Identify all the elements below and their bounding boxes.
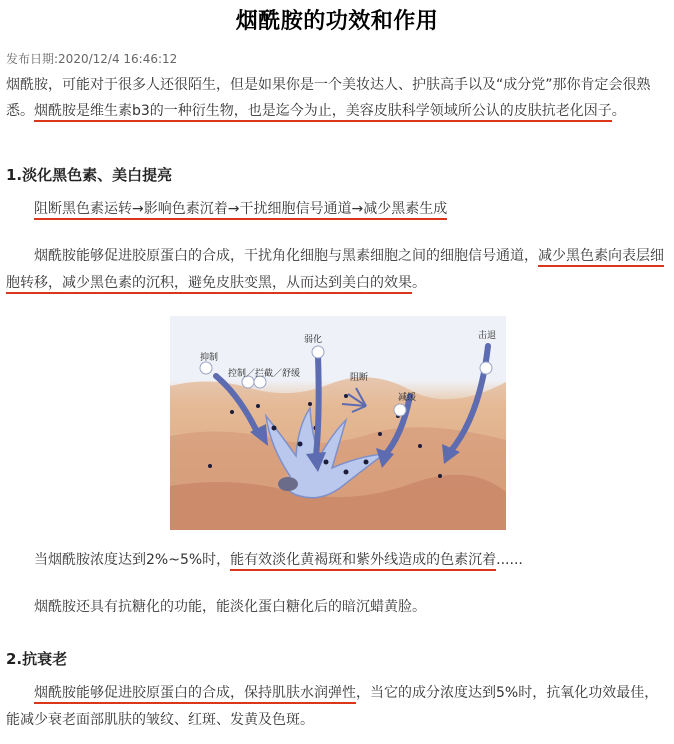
section2-heading: 2.抗衰老 [6, 650, 68, 668]
label-inhibit: 抑制 [200, 353, 219, 363]
label-control: 控制／拦截／舒缓 [228, 369, 301, 379]
intro-paragraph [6, 72, 670, 124]
chain-text: 阻断黑色素运转→影响色素沉着→干扰细胞信号通道→减少黑素生成 [34, 201, 447, 220]
section2-paragraph [6, 680, 670, 734]
intro-end: 。 [611, 103, 626, 119]
glycation-paragraph: 烟酰胺还具有抗糖化的功能，能淡化蛋白糖化后的暗沉蜡黄脸。 [34, 599, 426, 615]
section1-paragraph [6, 243, 670, 297]
label-reduce: 减缓 [398, 393, 417, 403]
concentration-end: ...... [496, 552, 523, 568]
article-title: 烟酰胺的功效和作用 [235, 9, 439, 34]
section2-highlight: 烟酰胺能够促进胶原蛋白的合成，保持肌肤水润弹性 [34, 685, 356, 704]
intro-text: 烟酰胺，可能对于很多人还很陌生，但是如果你是一个美妆达人、护肤高手以及“成分党”那你肯定会很熟悉。 [6, 77, 651, 119]
melanin-diagram [170, 316, 506, 530]
concentration-highlight: 能有效淡化黄褐斑和紫外线造成的色素沉着 [230, 552, 496, 571]
section1-highlight: 减少黑色素向表层细胞转移，减少黑色素的沉积，避免皮肤变黑，从而达到美白的效果 [6, 248, 664, 294]
concentration-text: 当烟酰胺浓度达到2%~5%时， [34, 552, 231, 568]
concentration-paragraph [6, 548, 670, 573]
intro-highlight: 烟酰胺是维生素b3的一种衍生物，也是迄今为止，美容皮肤科学领域所公认的皮肤抗老化因子 [34, 103, 612, 122]
label-block: 阻断 [350, 373, 369, 383]
section1-text: 烟酰胺能够促进胶原蛋白的合成，干扰角化细胞与黑素细胞之间的细胞信号通道， [34, 248, 538, 264]
publish-date: 发布日期:2020/12/4 16:46:12 [6, 52, 178, 66]
label-weaken: 弱化 [304, 335, 323, 345]
section1-chain [34, 197, 674, 222]
label-repel: 击退 [478, 331, 497, 341]
section1-heading: 1.淡化黑色素、美白提亮 [6, 166, 173, 184]
section1-end: 。 [412, 275, 426, 291]
section2-text: ，当它的成分浓度达到5%时，抗氧化功效最佳，能减少衰老面部肌肤的皱纹、红斑、发黄及色斑。 [6, 685, 659, 728]
